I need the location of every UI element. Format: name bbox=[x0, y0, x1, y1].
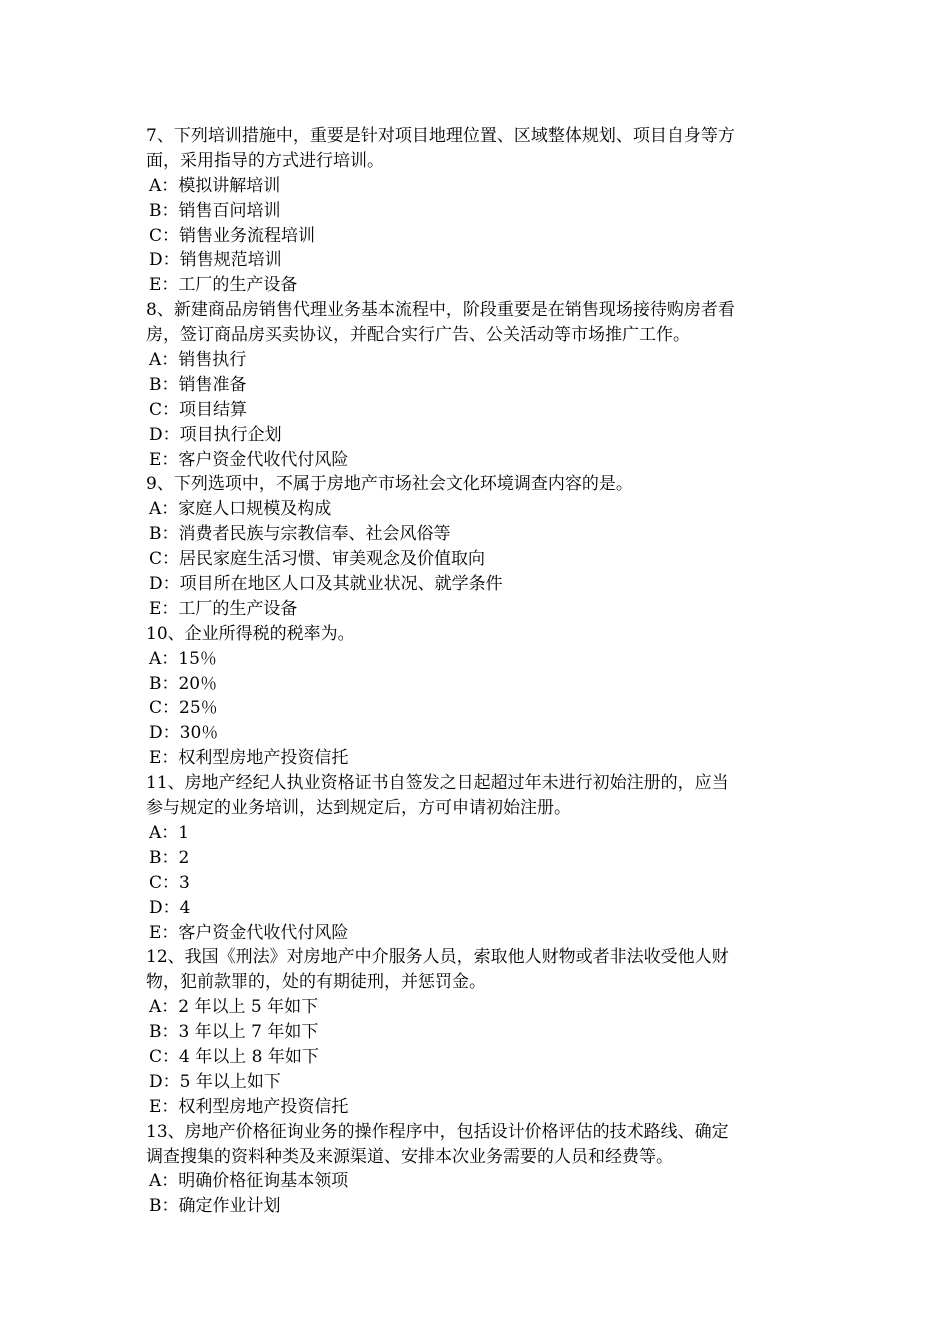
question-9-option-e: E：工厂的生产设备 bbox=[149, 598, 298, 619]
question-12-text-line-2: 物，犯前款罪的，处的有期徒刑，并惩罚金。 bbox=[146, 972, 486, 993]
question-11-option-c: C：3 bbox=[149, 872, 190, 893]
question-8-text-line-2: 房，签订商品房买卖协议，并配合实行广告、公关活动等市场推广工作。 bbox=[146, 325, 690, 346]
question-10-text-line-1: 10、企业所得税的税率为。 bbox=[146, 623, 355, 644]
question-13-text-line-1: 13、房地产价格征询业务的操作程序中，包括设计价格评估的技术路线、确定 bbox=[146, 1121, 729, 1142]
question-8-option-e: E：客户资金代收代付风险 bbox=[149, 449, 349, 470]
question-13-option-a: A：明确价格征询基本领项 bbox=[149, 1171, 349, 1192]
question-9-option-a: A：家庭人口规模及构成 bbox=[149, 499, 332, 520]
question-8-option-d: D：项目执行企划 bbox=[149, 424, 282, 445]
question-9-option-c: C：居民家庭生活习惯、审美观念及价值取向 bbox=[149, 549, 486, 570]
question-9 bbox=[146, 472, 806, 621]
question-12 bbox=[146, 945, 806, 1119]
question-12-option-c: C：4 年以上 8 年如下 bbox=[149, 1046, 319, 1067]
question-11-option-a: A：1 bbox=[149, 822, 190, 843]
document-page bbox=[146, 124, 806, 1219]
question-8-option-b: B：销售准备 bbox=[149, 374, 247, 395]
question-7-option-e: E：工厂的生产设备 bbox=[149, 275, 298, 296]
question-13-option-b: B：确定作业计划 bbox=[149, 1196, 281, 1217]
question-8-option-a: A：销售执行 bbox=[149, 350, 247, 371]
question-7 bbox=[146, 124, 806, 298]
question-12-text-line-1: 12、我国《刑法》对房地产中介服务人员，索取他人财物或者非法收受他人财 bbox=[146, 947, 729, 968]
question-10-option-a: A：15％ bbox=[149, 648, 217, 669]
question-12-option-a: A：2 年以上 5 年如下 bbox=[149, 997, 319, 1018]
question-13 bbox=[146, 1120, 806, 1220]
question-10-option-c: C：25％ bbox=[149, 698, 218, 719]
question-7-option-c: C：销售业务流程培训 bbox=[149, 225, 316, 246]
question-11-option-b: B：2 bbox=[149, 847, 190, 868]
question-12-option-e: E：权利型房地产投资信托 bbox=[149, 1096, 349, 1117]
question-10-option-b: B：20％ bbox=[149, 673, 218, 694]
question-8 bbox=[146, 298, 806, 472]
question-12-option-d: D：5 年以上如下 bbox=[149, 1071, 281, 1092]
question-7-text-line-2: 面，采用指导的方式进行培训。 bbox=[146, 150, 384, 171]
question-11-text-line-1: 11、房地产经纪人执业资格证书自签发之日起超过年未进行初始注册的，应当 bbox=[146, 773, 729, 794]
question-10 bbox=[146, 622, 806, 771]
question-10-option-d: D：30％ bbox=[149, 723, 219, 744]
question-9-option-b: B：消费者民族与宗教信奉、社会风俗等 bbox=[149, 524, 451, 545]
question-11-text-line-2: 参与规定的业务培训，达到规定后，方可申请初始注册。 bbox=[146, 798, 571, 819]
question-8-option-c: C：项目结算 bbox=[149, 399, 248, 420]
question-9-text-line-1: 9、下列选项中，不属于房地产市场社会文化环境调查内容的是。 bbox=[146, 474, 633, 495]
question-11-option-e: E：客户资金代收代付风险 bbox=[149, 922, 349, 943]
question-10-option-e: E：权利型房地产投资信托 bbox=[149, 748, 349, 769]
question-8-text-line-1: 8、新建商品房销售代理业务基本流程中，阶段重要是在销售现场接待购房者看 bbox=[146, 300, 735, 321]
question-13-text-line-2: 调查搜集的资料种类及来源渠道、安排本次业务需要的人员和经费等。 bbox=[146, 1146, 673, 1167]
question-7-option-d: D：销售规范培训 bbox=[149, 250, 282, 271]
question-11-option-d: D：4 bbox=[149, 897, 191, 918]
question-7-text-line-1: 7、下列培训措施中，重要是针对项目地理位置、区域整体规划、项目自身等方 bbox=[146, 126, 735, 146]
question-11 bbox=[146, 771, 806, 945]
question-12-option-b: B：3 年以上 7 年如下 bbox=[149, 1022, 319, 1043]
question-7-option-b: B：销售百问培训 bbox=[149, 200, 281, 221]
question-9-option-d: D：项目所在地区人口及其就业状况、就学条件 bbox=[149, 574, 503, 595]
question-7-option-a: A：模拟讲解培训 bbox=[149, 175, 281, 196]
